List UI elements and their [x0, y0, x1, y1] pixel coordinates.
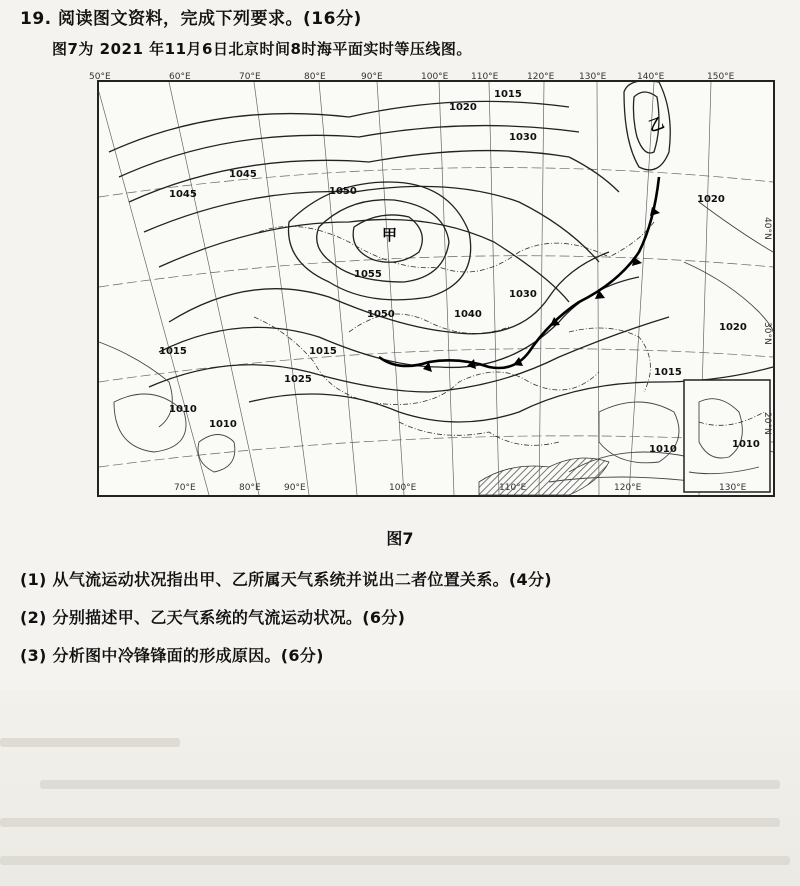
svg-text:1010: 1010 — [169, 404, 197, 415]
svg-text:90°E: 90°E — [361, 72, 383, 82]
svg-text:110°E: 110°E — [471, 72, 499, 82]
svg-text:120°E: 120°E — [527, 72, 555, 82]
svg-text:1025: 1025 — [284, 374, 312, 385]
svg-text:140°E: 140°E — [637, 72, 665, 82]
svg-text:1050: 1050 — [367, 309, 395, 320]
figure-caption: 图7为 2021 年11月6日北京时间8时海平面实时等压线图。 — [52, 40, 472, 58]
svg-text:1050: 1050 — [329, 186, 357, 197]
svg-text:1045: 1045 — [169, 189, 197, 200]
svg-text:1055: 1055 — [354, 269, 382, 280]
top-longitude-labels — [89, 72, 735, 82]
svg-text:100°E: 100°E — [421, 72, 449, 82]
svg-text:1010: 1010 — [732, 439, 760, 450]
cold-front-line — [379, 177, 659, 368]
bottom-longitude-labels — [174, 483, 747, 493]
meridian-grid — [99, 82, 711, 495]
ghost-line — [0, 738, 180, 747]
svg-text:50°E: 50°E — [89, 72, 111, 82]
svg-text:1020: 1020 — [719, 322, 747, 333]
svg-text:110°E: 110°E — [499, 483, 527, 493]
high-center-label: 甲 — [382, 226, 398, 244]
svg-text:1045: 1045 — [229, 169, 257, 180]
svg-text:1015: 1015 — [654, 367, 682, 378]
svg-text:130°E: 130°E — [719, 483, 747, 493]
svg-text:1015: 1015 — [159, 346, 187, 357]
svg-text:40°N: 40°N — [762, 217, 772, 240]
isobar-map — [89, 72, 775, 497]
svg-text:30°N: 30°N — [762, 322, 772, 345]
ghost-line — [0, 818, 780, 827]
svg-text:80°E: 80°E — [239, 483, 261, 493]
question-title: 19. 阅读图文资料，完成下列要求。(16分) — [20, 9, 362, 29]
svg-text:1030: 1030 — [509, 132, 537, 143]
svg-text:80°E: 80°E — [304, 72, 326, 82]
svg-text:70°E: 70°E — [239, 72, 261, 82]
svg-text:90°E: 90°E — [284, 483, 306, 493]
svg-text:1040: 1040 — [454, 309, 482, 320]
svg-text:1015: 1015 — [494, 89, 522, 100]
parallel-grid — [99, 168, 773, 467]
subquestion-1: (1) 从气流运动状况指出甲、乙所属天气系统并说出二者位置关系。(4分) — [20, 570, 552, 589]
figure-label: 图7 — [386, 529, 414, 548]
svg-text:1010: 1010 — [209, 419, 237, 430]
subquestion-2: (2) 分别描述甲、乙天气系统的气流运动状况。(6分) — [20, 608, 406, 627]
low-center-label: 乙 — [646, 113, 667, 136]
svg-text:20°N: 20°N — [762, 412, 772, 435]
ghost-line — [40, 780, 780, 789]
subquestion-3: (3) 分析图中冷锋锋面的形成原因。(6分) — [20, 646, 324, 665]
bleed-through-area — [0, 690, 800, 886]
svg-text:120°E: 120°E — [614, 483, 642, 493]
svg-text:1020: 1020 — [697, 194, 725, 205]
svg-text:1010: 1010 — [649, 444, 677, 455]
svg-text:1030: 1030 — [509, 289, 537, 300]
svg-text:100°E: 100°E — [389, 483, 417, 493]
svg-text:60°E: 60°E — [169, 72, 191, 82]
svg-text:130°E: 130°E — [579, 72, 607, 82]
isobars — [99, 81, 773, 482]
ghost-line — [0, 856, 790, 865]
svg-text:1015: 1015 — [309, 346, 337, 357]
svg-text:1020: 1020 — [449, 102, 477, 113]
svg-text:150°E: 150°E — [707, 72, 735, 82]
inset-map — [684, 380, 770, 492]
isobar-map-drawing — [89, 72, 773, 495]
svg-text:70°E: 70°E — [174, 483, 196, 493]
